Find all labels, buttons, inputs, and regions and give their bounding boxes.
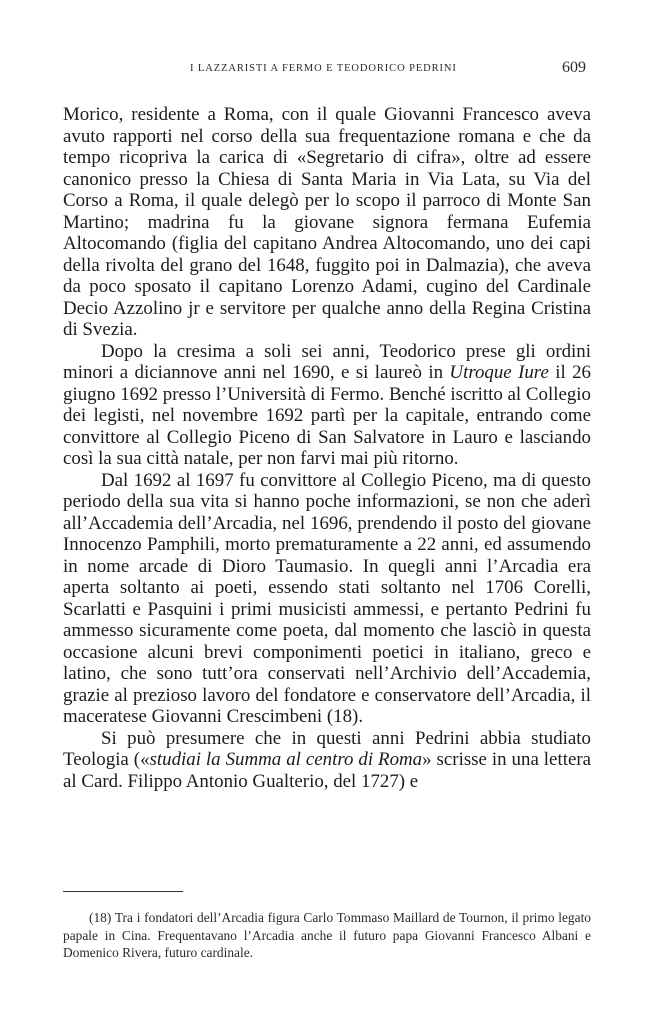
- paragraph-2-text-a: Dopo la cresima a soli sei anni, Teodorico prese gli ordini minori a diciannove anni nel 1690, e si laureò in: [63, 340, 591, 383]
- paragraph-3: [63, 470, 591, 728]
- running-head: I LAZZARISTI A FERMO E TEODORICO PEDRINI: [190, 63, 457, 74]
- paragraph-1-text: Morico, residente a Roma, con il quale Giovanni Francesco aveva avuto rapporti nel corso della sua frequentazione romana e che da tempo ricopriva la carica di «Segretario di cifra», oltre ad essere canonico presso la Chiesa di Santa Maria in Via Lata, su Via del Corso a Roma, il quale delegò per lo scopo il parroco di Monte San Martino; madrina fu la giovane signora fermana Eufemia Altocomando (figlia del capitano Andrea Altocomando, uno dei capi della rivolta del grano del 1648, fuggito poi in Dalmazia), che aveva da poco sposato il capitano Lorenzo Adami, cugino del Cardinale Decio Azzolino jr e servitore per qualche anno della Regina Cristina di Svezia.: [63, 104, 591, 340]
- paragraph-3-text: Dal 1692 al 1697 fu convittore al Collegio Piceno, ma di questo periodo della sua vita si hanno poche informazioni, se non che aderì all’Accademia dell’Arcadia, nel 1696, prendendo il posto del giovane Innocenzo Pamphili, morto prematuramente a 22 anni, ed assumendo in nome arcade di Dioro Taumasio. In quegli anni l’Arcadia era aperta soltanto ai poeti, essendo stati soltanto nel 1706 Corelli, Scarlatti e Pasquini i primi musicisti ammessi, e pertanto Pedrini fu ammesso sicuramente come poeta, dal momento che lasciò in questa occasione alcuni brevi componimenti poetici in italiano, greco e latino, che sono tutt’ora conservati nell’Archivio dell’Accademia, grazie al prezioso lavoro del fondatore e conservatore dell’Arcadia, il maceratese Giovanni Crescimbeni (18).: [63, 469, 591, 727]
- paragraph-2-italic: Utroque Iure: [449, 362, 549, 383]
- paragraph-1: [63, 104, 591, 341]
- footnote-18: (18) Tra i fondatori dell’Arcadia figura Carlo Tommaso Maillard de Tournon, il primo legato papale in Cina. Frequentavano l’Arcadia anche il futuro papa Giovanni Francesco Albani e Domenico Rivera, futuro cardinale.: [63, 910, 591, 960]
- main-text: [63, 104, 591, 792]
- paragraph-4-italic: studiai la Summa al centro di Roma: [149, 749, 423, 770]
- page-number: 609: [562, 59, 586, 76]
- paragraph-4-text-b: » scrisse in una lettera al Card. Filippo Antonio Gualterio, del 1727) e: [63, 749, 591, 792]
- footnote-divider: [63, 891, 183, 892]
- paragraph-4-text-a: Si può presumere che in questi anni Pedrini abbia studiato Teologia («: [63, 727, 591, 770]
- paragraph-2: [63, 341, 591, 470]
- paragraph-2-text-b: il 26 giugno 1692 presso l’Università di Fermo. Benché iscritto al Collegio dei legisti, nel novembre 1692 partì per la capitale, entrando come convittore al Collegio Piceno di San Salvatore in Lauro e lasciando così la sua città natale, per non farvi mai più ritorno.: [63, 362, 591, 469]
- paragraph-4: [63, 728, 591, 793]
